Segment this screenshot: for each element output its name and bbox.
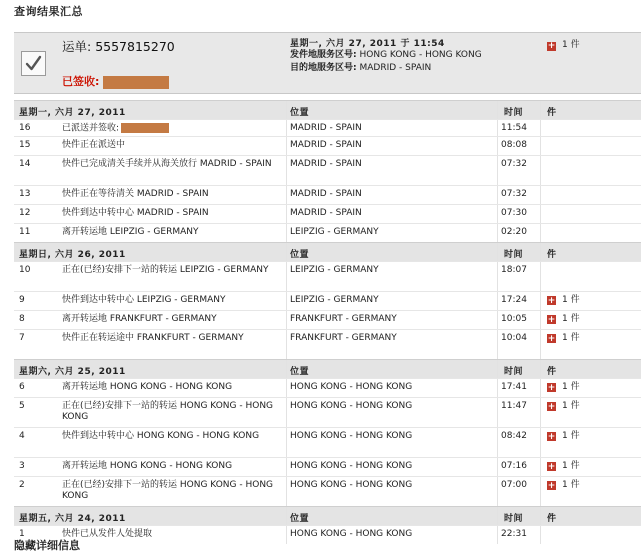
checkpoint-location: MADRID - SPAIN	[290, 208, 362, 218]
section-header	[14, 242, 641, 261]
checkpoint-activity: 快件正在派送中	[62, 140, 126, 150]
column-divider	[540, 398, 541, 427]
column-divider	[540, 330, 541, 359]
column-divider	[286, 120, 287, 136]
checkpoint-activity: 正在(已经)安排下一站的转运 LEIPZIG - GERMANY	[62, 265, 269, 275]
column-divider	[286, 137, 287, 155]
column-divider	[286, 156, 287, 185]
table-row	[14, 155, 641, 185]
expand-plus-icon[interactable]: +	[547, 334, 556, 344]
redacted-signature	[121, 123, 169, 133]
column-divider	[286, 398, 287, 427]
checkpoint-activity: 快件到达中转中心 LEIPZIG - GERMANY	[62, 295, 226, 305]
checkpoint-location: HONG KONG - HONG KONG	[290, 401, 413, 411]
checkpoint-pieces-label: 1 件	[562, 461, 580, 471]
column-divider	[497, 292, 498, 310]
destination-line	[290, 60, 431, 73]
expand-plus-icon[interactable]: +	[547, 315, 556, 325]
column-divider	[286, 330, 287, 359]
delivery-status	[62, 73, 169, 89]
checkpoint-number: 5	[19, 401, 25, 411]
checkpoint-pieces-label: 1 件	[562, 480, 580, 490]
section-date: 星期五, 六月 24, 2011	[19, 514, 126, 524]
checkpoint-number: 11	[19, 227, 31, 237]
table-row	[14, 457, 641, 476]
checkpoint-pieces[interactable]	[547, 431, 580, 442]
column-divider	[286, 507, 287, 525]
table-row	[14, 525, 641, 544]
column-divider	[540, 101, 541, 119]
checkpoint-time: 08:08	[501, 140, 527, 150]
checkpoint-number: 12	[19, 208, 31, 218]
column-divider	[286, 292, 287, 310]
checkpoint-time: 08:42	[501, 431, 527, 441]
section-date: 星期六, 六月 25, 2011	[19, 367, 126, 377]
column-divider	[497, 398, 498, 427]
checkpoint-pieces-label: 1 件	[562, 382, 580, 392]
column-divider	[497, 330, 498, 359]
table-row	[14, 476, 641, 506]
waybill-number	[62, 37, 175, 55]
checkpoint-activity: 快件已从发件人处提取	[62, 529, 153, 539]
column-header-location: 位置	[290, 250, 310, 260]
column-divider	[540, 243, 541, 261]
column-divider	[540, 311, 541, 329]
checkpoint-time: 10:05	[501, 314, 527, 324]
column-divider	[540, 428, 541, 457]
column-divider	[286, 526, 287, 544]
column-divider	[286, 477, 287, 506]
checkpoint-time: 07:30	[501, 208, 527, 218]
column-header-time: 时间	[504, 367, 524, 377]
checkpoint-number: 8	[19, 314, 25, 324]
checkpoint-pieces-label: 1 件	[562, 401, 580, 411]
checkpoint-pieces-label: 1 件	[562, 333, 580, 343]
checkpoint-time: 07:32	[501, 189, 527, 199]
section-header	[14, 506, 641, 525]
column-divider	[540, 137, 541, 155]
hide-details-link[interactable]: 隐藏详细信息	[14, 539, 80, 552]
checkpoint-location: LEIPZIG - GERMANY	[290, 227, 379, 237]
expand-plus-icon[interactable]: +	[547, 296, 556, 306]
table-row	[14, 119, 641, 136]
origin-line	[290, 47, 482, 60]
table-row	[14, 378, 641, 397]
column-divider	[497, 262, 498, 291]
table-row	[14, 204, 641, 223]
table-row	[14, 310, 641, 329]
table-row	[14, 329, 641, 359]
checkpoint-location: MADRID - SPAIN	[290, 189, 362, 199]
checkpoint-location: FRANKFURT - GERMANY	[290, 333, 397, 343]
table-row	[14, 397, 641, 427]
column-divider	[540, 507, 541, 525]
column-divider	[540, 458, 541, 476]
column-divider	[286, 379, 287, 397]
checkpoint-location: HONG KONG - HONG KONG	[290, 480, 413, 490]
expand-plus-icon[interactable]: +	[547, 432, 556, 442]
checkpoint-time: 07:16	[501, 461, 527, 471]
checkpoint-time: 02:20	[501, 227, 527, 237]
destination-value: MADRID - SPAIN	[359, 63, 432, 73]
checkpoint-number: 4	[19, 431, 25, 441]
checkpoint-number: 9	[19, 295, 25, 305]
column-header-time: 时间	[504, 108, 524, 118]
checkpoint-activity: 离开转运地 HONG KONG - HONG KONG	[62, 382, 233, 392]
column-divider	[286, 262, 287, 291]
checkpoint-location: HONG KONG - HONG KONG	[290, 382, 413, 392]
checkpoint-activity: 离开转运地 HONG KONG - HONG KONG	[62, 461, 233, 471]
column-divider	[286, 224, 287, 242]
checkpoint-time: 11:54	[501, 123, 527, 133]
checkpoint-pieces[interactable]	[547, 480, 580, 491]
checkpoint-activity: 快件已完成清关手续并从海关放行 MADRID - SPAIN	[62, 159, 272, 169]
column-divider	[497, 101, 498, 119]
section-header	[14, 100, 641, 119]
section-date: 星期日, 六月 26, 2011	[19, 250, 126, 260]
delivery-date: 星期一, 六月 27, 2011 于 11:54	[290, 39, 445, 49]
section-date: 星期一, 六月 27, 2011	[19, 108, 126, 118]
tracking-history-table	[14, 100, 641, 544]
column-divider	[540, 120, 541, 136]
column-divider	[286, 360, 287, 378]
column-header-location: 位置	[290, 108, 310, 118]
column-divider	[540, 156, 541, 185]
column-divider	[497, 120, 498, 136]
origin-label: 发件地服务区号:	[290, 50, 357, 60]
checkpoint-pieces[interactable]	[547, 382, 580, 393]
checkpoint-number: 15	[19, 140, 31, 150]
column-divider	[497, 458, 498, 476]
checkpoint-time: 07:32	[501, 159, 527, 169]
column-divider	[497, 360, 498, 378]
checkpoint-location: LEIPZIG - GERMANY	[290, 265, 379, 275]
checkpoint-number: 13	[19, 189, 31, 199]
column-divider	[497, 428, 498, 457]
column-divider	[286, 205, 287, 223]
table-row	[14, 427, 641, 457]
redacted-signature	[103, 76, 169, 89]
checkpoint-time: 10:04	[501, 333, 527, 343]
expand-plus-icon[interactable]: +	[547, 383, 556, 393]
checkpoint-location: MADRID - SPAIN	[290, 159, 362, 169]
expand-plus-icon[interactable]: +	[547, 462, 556, 472]
column-divider	[497, 311, 498, 329]
checkpoint-number: 14	[19, 159, 31, 169]
expand-plus-icon[interactable]: +	[547, 41, 556, 51]
checkpoint-time: 07:00	[501, 480, 527, 490]
column-divider	[540, 526, 541, 544]
checkpoint-pieces-label: 1 件	[562, 314, 580, 324]
checkpoint-pieces[interactable]	[547, 295, 580, 306]
checkpoint-time: 11:47	[501, 401, 527, 411]
column-divider	[497, 224, 498, 242]
section-header	[14, 359, 641, 378]
checkpoint-activity: 快件到达中转中心 MADRID - SPAIN	[62, 208, 209, 218]
checkpoint-location: FRANKFURT - GERMANY	[290, 314, 397, 324]
checkpoint-activity: 离开转运地 FRANKFURT - GERMANY	[62, 314, 217, 324]
column-divider	[497, 156, 498, 185]
column-divider	[497, 186, 498, 204]
checkpoint-time: 18:07	[501, 265, 527, 275]
checkpoint-activity: 正在(已经)安排下一站的转运 HONG KONG - HONG KONG	[62, 401, 274, 422]
checkpoint-activity: 快件正在等待清关 MADRID - SPAIN	[62, 189, 209, 199]
checkpoint-location: MADRID - SPAIN	[290, 123, 362, 133]
page-title: 查询结果汇总	[14, 5, 83, 18]
column-divider	[286, 186, 287, 204]
expand-plus-icon[interactable]: +	[547, 481, 556, 491]
waybill-value: 5557815270	[95, 39, 175, 54]
checkpoint-time: 17:41	[501, 382, 527, 392]
shipment-summary	[14, 32, 641, 94]
table-row	[14, 261, 641, 291]
checkpoint-pieces[interactable]	[547, 333, 580, 344]
column-divider	[540, 262, 541, 291]
waybill-label: 运单:	[62, 39, 92, 54]
column-header-pieces: 件	[547, 250, 557, 260]
column-divider	[286, 311, 287, 329]
column-header-time: 时间	[504, 514, 524, 524]
checkpoint-location: HONG KONG - HONG KONG	[290, 529, 413, 539]
column-divider	[497, 243, 498, 261]
checkpoint-location: HONG KONG - HONG KONG	[290, 461, 413, 471]
column-divider	[497, 137, 498, 155]
checkpoint-pieces[interactable]	[547, 314, 580, 325]
column-divider	[286, 428, 287, 457]
checkpoint-pieces[interactable]	[547, 461, 580, 472]
checkpoint-number: 1	[19, 529, 25, 539]
checkpoint-activity: 已派送并签收:	[62, 123, 287, 135]
checkpoint-number: 7	[19, 333, 25, 343]
destination-label: 目的地服务区号:	[290, 63, 357, 73]
column-divider	[497, 526, 498, 544]
checkpoint-activity: 快件到达中转中心 HONG KONG - HONG KONG	[62, 431, 260, 441]
checkpoint-location: MADRID - SPAIN	[290, 140, 362, 150]
checkpoint-pieces[interactable]	[547, 401, 580, 412]
checkpoint-location: HONG KONG - HONG KONG	[290, 431, 413, 441]
checkpoint-number: 3	[19, 461, 25, 471]
column-divider	[540, 224, 541, 242]
checkpoint-location: LEIPZIG - GERMANY	[290, 295, 379, 305]
origin-value: HONG KONG - HONG KONG	[359, 50, 482, 60]
table-row	[14, 136, 641, 155]
column-divider	[540, 477, 541, 506]
checkpoint-time: 22:31	[501, 529, 527, 539]
column-divider	[286, 101, 287, 119]
status-label: 已签收:	[62, 75, 100, 88]
column-divider	[540, 379, 541, 397]
checkpoint-number: 6	[19, 382, 25, 392]
summary-pieces-label: 1 件	[562, 40, 580, 50]
column-divider	[286, 458, 287, 476]
column-header-location: 位置	[290, 514, 310, 524]
column-header-pieces: 件	[547, 514, 557, 524]
checkpoint-time: 17:24	[501, 295, 527, 305]
checkpoint-activity: 快件正在转运途中 FRANKFURT - GERMANY	[62, 333, 244, 343]
column-divider	[497, 507, 498, 525]
table-row	[14, 223, 641, 242]
column-header-time: 时间	[504, 250, 524, 260]
column-divider	[286, 243, 287, 261]
column-divider	[540, 205, 541, 223]
column-divider	[497, 379, 498, 397]
column-divider	[497, 205, 498, 223]
checkpoint-number: 10	[19, 265, 31, 275]
delivered-check-icon	[21, 51, 46, 76]
checkpoint-activity: 离开转运地 LEIPZIG - GERMANY	[62, 227, 199, 237]
column-divider	[540, 186, 541, 204]
checkpoint-pieces-label: 1 件	[562, 431, 580, 441]
column-divider	[497, 477, 498, 506]
column-header-location: 位置	[290, 367, 310, 377]
column-divider	[540, 292, 541, 310]
table-row	[14, 185, 641, 204]
checkpoint-number: 16	[19, 123, 31, 133]
column-header-pieces: 件	[547, 367, 557, 377]
checkpoint-activity: 正在(已经)安排下一站的转运 HONG KONG - HONG KONG	[62, 480, 274, 501]
checkpoint-pieces-label: 1 件	[562, 295, 580, 305]
expand-plus-icon[interactable]: +	[547, 402, 556, 412]
checkpoint-number: 2	[19, 480, 25, 490]
summary-pieces[interactable]	[547, 37, 580, 51]
column-header-pieces: 件	[547, 108, 557, 118]
table-row	[14, 291, 641, 310]
column-divider	[540, 360, 541, 378]
